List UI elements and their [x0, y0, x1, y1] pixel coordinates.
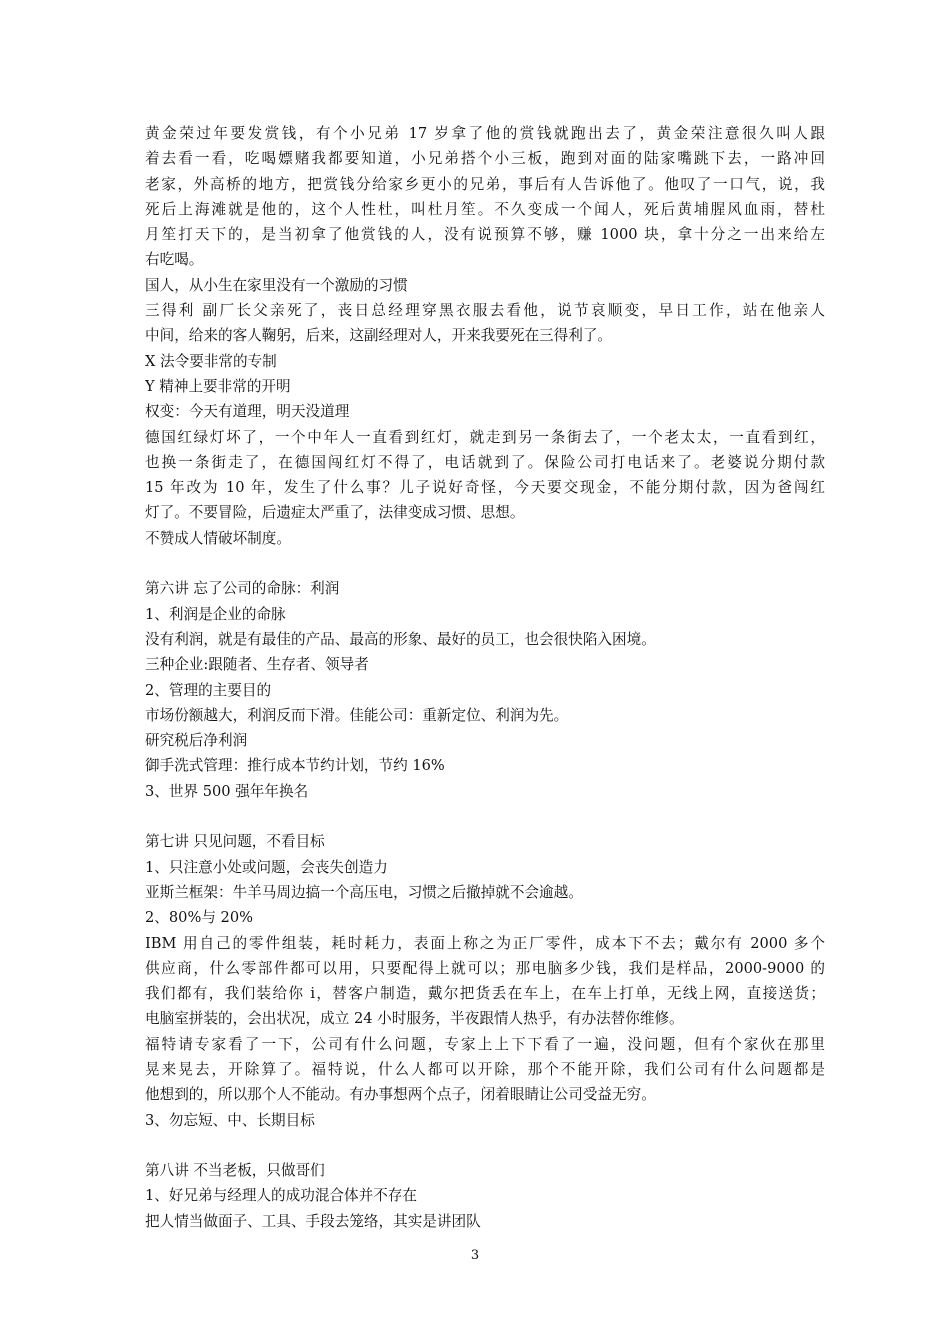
text-line: 着去看一看，吃喝嫖赌我都要知道，小兄弟搭个小三板，跑到对面的陆家嘴跳下去，一路冲回	[145, 150, 825, 168]
text-line: Y 精神上要非常的开明	[145, 377, 291, 395]
text-line: 3、世界 500 强年年换名	[145, 782, 309, 800]
paragraph	[145, 1183, 825, 1208]
document-body	[145, 121, 825, 1234]
text-line: 亚斯兰框架：牛羊马周边搞一个高压电，习惯之后撤掉就不会逾越。	[145, 883, 583, 901]
paragraph	[145, 880, 825, 905]
text-line: 把人情当做面子、工具、手段去笼络，其实是讲团队	[145, 1212, 481, 1230]
text-line: 灯了。不要冒险，后遗症太严重了，法律变成习惯、思想。	[145, 504, 525, 522]
text-line: 研究税后净利润	[145, 732, 248, 750]
text-line: 2、80%与 20%	[145, 909, 253, 927]
text-line: 御手洗式管理：推行成本节约计划，节约 16%	[145, 757, 445, 775]
paragraph	[145, 1108, 825, 1133]
text-line: 市场份额越大，利润反而下滑。佳能公司：重新定位、利润为先。	[145, 706, 569, 724]
paragraph	[145, 627, 825, 652]
text-line: 国人，从小生在家里没有一个激励的习惯	[145, 276, 408, 294]
text-line: 中间，给来的客人鞠躬，后来，这副经理对人，开来我要死在三得利了。	[145, 327, 613, 345]
paragraph	[145, 602, 825, 627]
blank-line	[145, 551, 825, 576]
paragraph	[145, 855, 825, 880]
paragraph	[145, 728, 825, 753]
text-line: X 法令要非常的专制	[145, 352, 277, 370]
paragraph	[145, 349, 825, 374]
paragraph	[145, 273, 825, 298]
paragraph	[145, 425, 825, 526]
paragraph	[145, 298, 825, 349]
text-line: 黄金荣过年要发赏钱，有个小兄弟 17 岁拿了他的赏钱就跑出去了，黄金荣注意很久叫人跟	[145, 125, 825, 142]
paragraph	[145, 1158, 825, 1183]
text-line: 老家，外高桥的地方，把赏钱分给家乡更小的兄弟，事后有人告诉他了。他叹了一口气，说，我	[145, 175, 825, 193]
paragraph	[145, 678, 825, 703]
text-line: 2、管理的主要目的	[145, 681, 272, 699]
text-line: 月笙打天下的，是当初拿了他赏钱的人，没有说预算不够，赚 1000 块，拿十分之一出来给左	[145, 226, 825, 244]
text-line: 3、勿忘短、中、长期目标	[145, 1111, 315, 1129]
text-line: 第八讲 不当老板，只做哥们	[145, 1162, 325, 1180]
text-line: 供应商，什么零部件都可以用，只要配得上就可以；那电脑多少钱，我们是样品，2000-9000 的	[145, 959, 825, 977]
text-line: 三种企业:跟随者、生存者、领导者	[145, 656, 369, 674]
paragraph	[145, 753, 825, 778]
paragraph	[145, 931, 825, 1032]
text-line: 不赞成人情破坏制度。	[145, 529, 291, 547]
paragraph	[145, 399, 825, 424]
text-line: 我们都有，我们装给你 i，替客户制造，戴尔把货丢在车上，在车上打单，无线上网，直接送货；	[145, 985, 825, 1003]
text-line: 第七讲 只见问题，不看目标	[145, 833, 325, 851]
text-line: 没有利润，就是有最佳的产品、最高的形象、最好的员工，也会很快陷入困境。	[145, 630, 656, 648]
paragraph	[145, 374, 825, 399]
paragraph	[145, 576, 825, 601]
text-line: 15 年改为 10 年，发生了什么事？儿子说好奇怪，今天要交现金，不能分期付款，因为爸闯红	[145, 479, 825, 497]
text-line: 也换一条街走了，在德国闯红灯不得了，电话就到了。保险公司打电话来了。老婆说分期付款	[145, 453, 825, 471]
text-line: 电脑室拼装的，会出状况，成立 24 小时服务，半夜跟情人热乎，有办法替你维修。	[145, 1010, 684, 1028]
text-line: 1、只注意小处或问题，会丧失创造力	[145, 858, 388, 876]
paragraph	[145, 829, 825, 854]
paragraph	[145, 703, 825, 728]
text-line: 德国红绿灯坏了，一个中年人一直看到红灯，就走到另一条街去了，一个老太太，一直看到红，	[145, 428, 825, 446]
page-number: 3	[470, 1248, 480, 1263]
paragraph	[145, 526, 825, 551]
paragraph	[145, 905, 825, 930]
text-line: IBM 用自己的零件组装，耗时耗力，表面上称之为正厂零件，成本下不去；戴尔有 2000 多个	[145, 934, 825, 952]
text-line: 第六讲 忘了公司的命脉：利润	[145, 580, 340, 598]
paragraph	[145, 1032, 825, 1108]
text-line: 福特请专家看了一下，公司有什么问题，专家上上下下看了一遍，没问题，但有个家伙在那里	[145, 1035, 825, 1053]
paragraph	[145, 1209, 825, 1234]
text-line: 他想到的，所以那个人不能动。有办事想两个点子，闭着眼睛让公司受益无穷。	[145, 1086, 656, 1104]
text-line: 1、利润是企业的命脉	[145, 605, 286, 623]
blank-line	[145, 1133, 825, 1158]
blank-line	[145, 804, 825, 829]
text-line: 三得利 副厂长父亲死了，丧日总经理穿黑衣服去看他，说节哀顺变，早日工作，站在他亲人	[145, 302, 825, 320]
text-line: 1、好兄弟与经理人的成功混合体并不存在	[145, 1187, 417, 1205]
text-line: 死后上海滩就是他的，这个人性杜，叫杜月笙。不久变成一个闻人，死后黄埔腥风血雨，替杜	[145, 200, 825, 218]
text-line: 右吃喝。	[145, 251, 204, 269]
paragraph	[145, 779, 825, 804]
text-line: 权变：今天有道理，明天没道理	[145, 403, 350, 421]
text-line: 晃来晃去，开除算了。福特说，什么人都可以开除，那个不能开除，我们公司有什么问题都是	[145, 1060, 825, 1078]
paragraph	[145, 652, 825, 677]
paragraph	[145, 121, 825, 273]
